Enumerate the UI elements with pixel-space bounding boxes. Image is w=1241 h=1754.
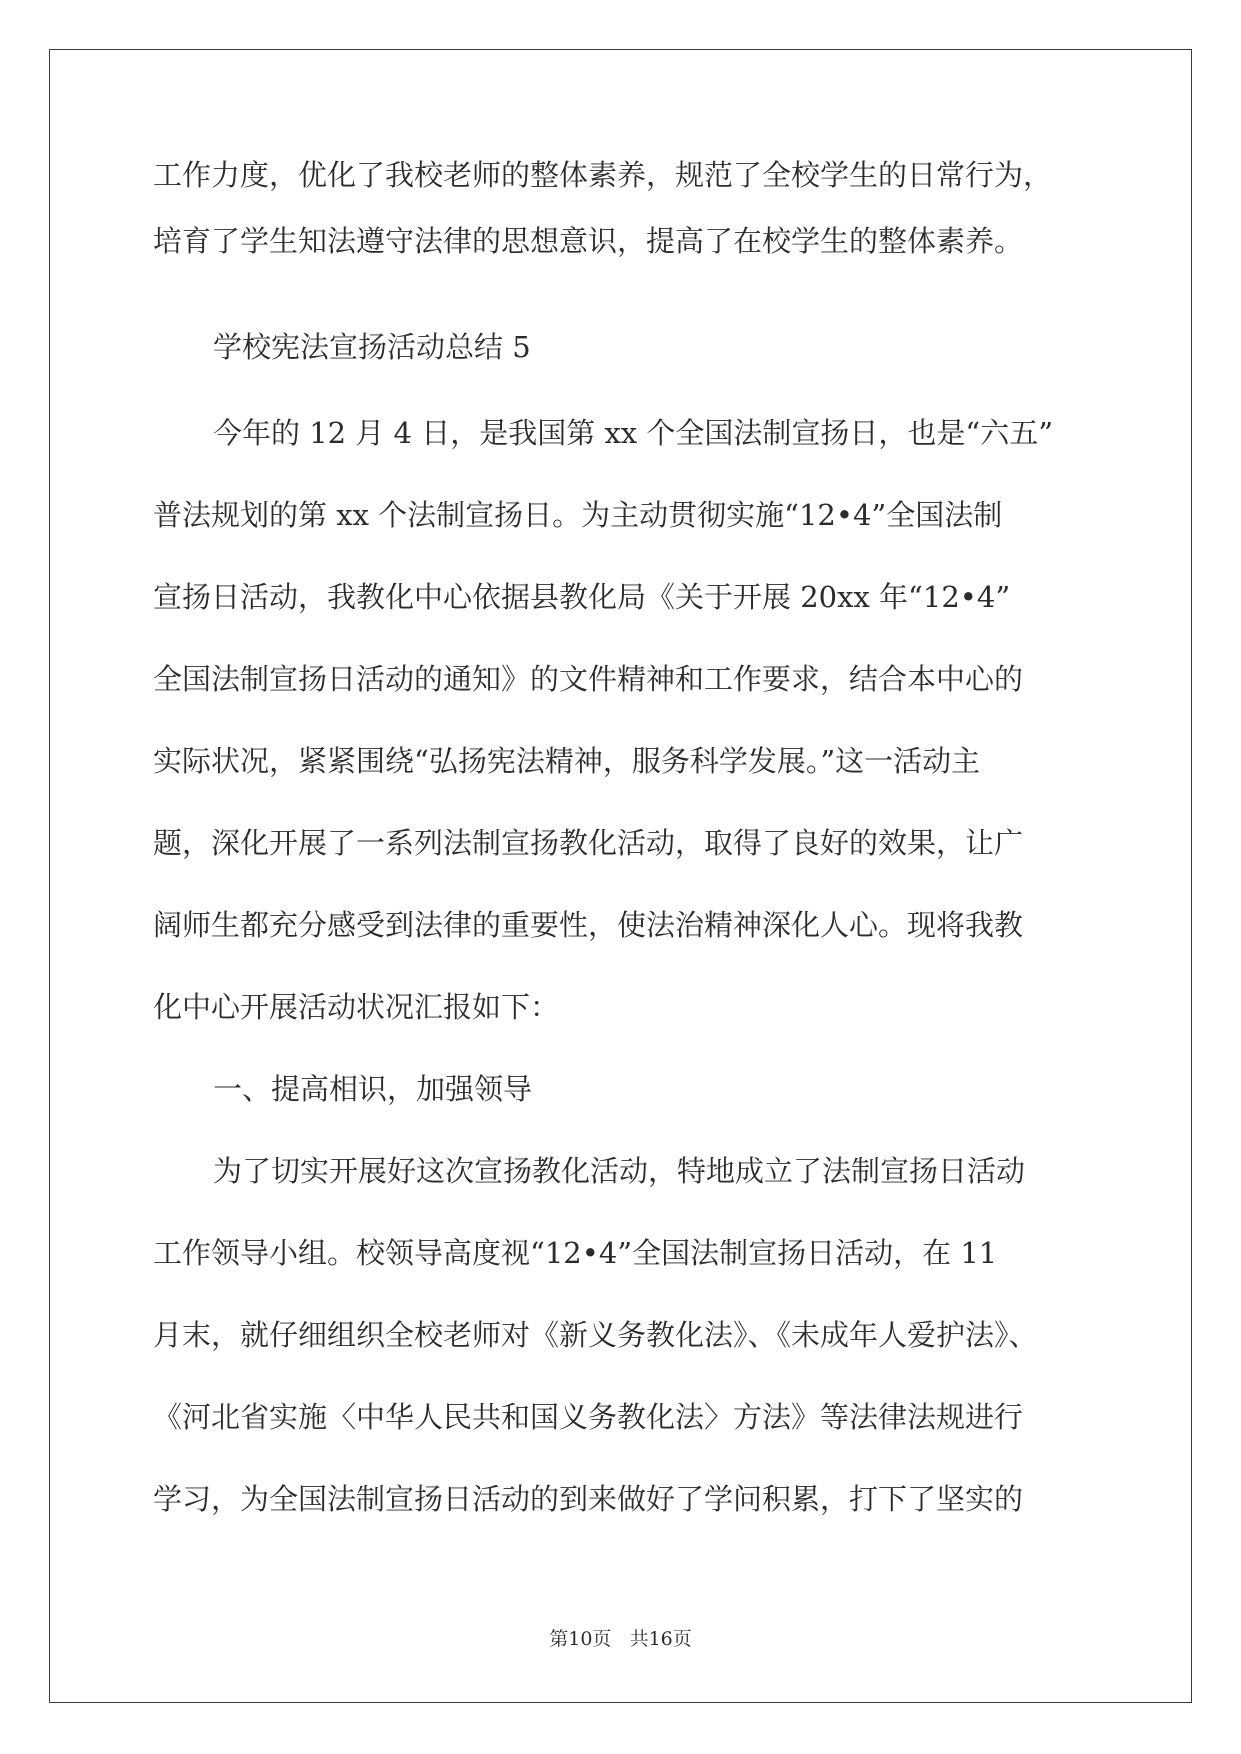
- total-prefix: 共: [629, 1628, 649, 1650]
- paragraph-line: 为了切实开展好这次宣扬教化活动，特地成立了法制宣扬日活动: [213, 1154, 1026, 1188]
- paragraph-line: 宣扬日活动，我教化中心依据县教化局《关于开展 20xx 年“12•4”: [153, 580, 1011, 614]
- paragraph-line: 普法规划的第 xx 个法制宣扬日。为主动贯彻实施“12•4”全国法制: [153, 498, 1003, 532]
- paragraph-line: 月末，就仔细组织全校老师对《新义务教化法》、《未成年人爱护法》、: [153, 1318, 1038, 1352]
- paragraph-line: 工作领导小组。校领导高度视“12•4”全国法制宣扬日活动，在 11: [153, 1236, 998, 1270]
- page-footer: [0, 1627, 1241, 1651]
- section-heading: 学校宪法宣扬活动总结 5: [213, 330, 531, 364]
- paragraph-line: 题，深化开展了一系列法制宣扬教化活动，取得了良好的效果，让广: [153, 826, 1024, 860]
- paragraph-line: 学习，为全国法制宣扬日活动的到来做好了学问积累，打下了坚实的: [153, 1482, 1024, 1516]
- paragraph-line: 阔师生都充分感受到法律的重要性，使法治精神深化人心。现将我教: [153, 908, 1024, 942]
- subsection-heading: 一、提高相识，加强领导: [213, 1072, 533, 1106]
- total-pages: 16: [648, 1628, 673, 1650]
- paragraph-line: 实际状况，紧紧围绕“弘扬宪法精神，服务科学发展。”这一活动主: [153, 744, 981, 778]
- paragraph-line: 培育了学生知法遵守法律的思想意识，提高了在校学生的整体素养。: [153, 224, 1024, 258]
- total-suffix: 页: [672, 1628, 692, 1650]
- page-border: [49, 49, 1192, 1703]
- page-prefix: 第: [549, 1628, 569, 1650]
- paragraph-line: 化中心开展活动状况汇报如下：: [153, 990, 560, 1024]
- paragraph-line: 《河北省实施〈中华人民共和国义务教化法〉方法》等法律法规进行: [153, 1400, 1024, 1434]
- page-suffix: 页: [592, 1628, 612, 1650]
- page-number: 10: [568, 1628, 593, 1650]
- paragraph-line: 今年的 12 月 4 日，是我国第 xx 个全国法制宣扬日，也是“六五”: [213, 416, 1054, 450]
- paragraph-line: 全国法制宣扬日活动的通知》的文件精神和工作要求，结合本中心的: [153, 662, 1024, 696]
- paragraph-line: 工作力度，优化了我校老师的整体素养，规范了全校学生的日常行为，: [153, 158, 1053, 192]
